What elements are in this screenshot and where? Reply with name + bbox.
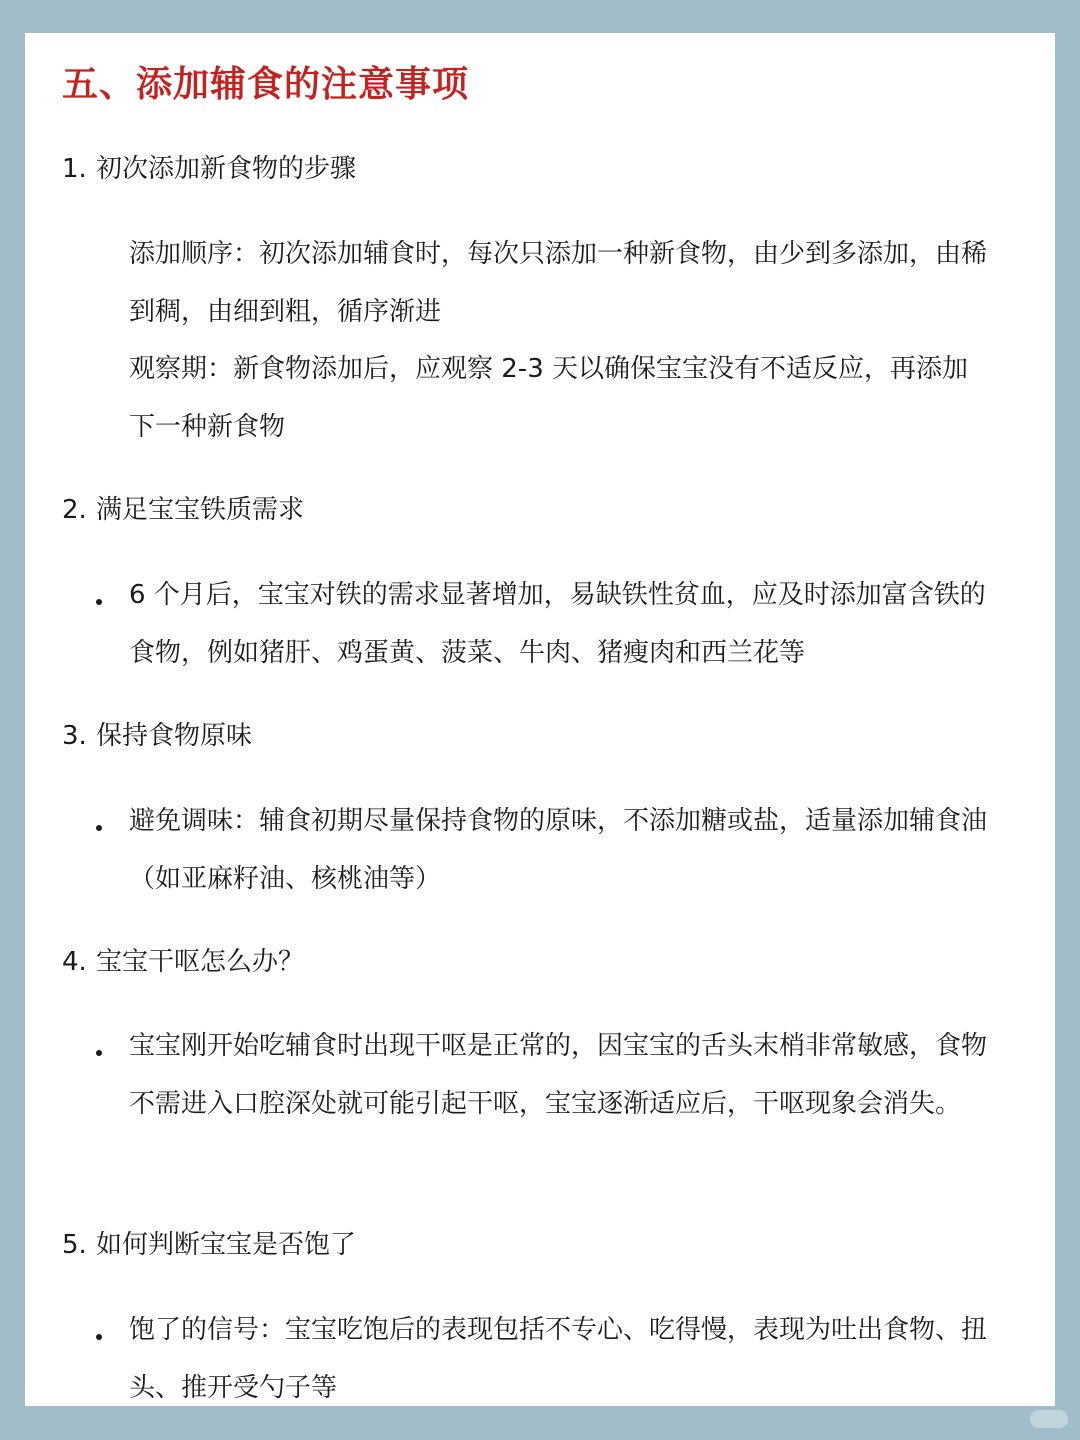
section-number: 2.	[62, 495, 87, 525]
section-number: 3.	[62, 721, 87, 751]
bullet-iron: 6 个月后，宝宝对铁的需求显著增加，易缺铁性贫血，应及时添加富含铁的食物，例如猪肝、鸡蛋黄、菠菜、牛肉、猪瘦肉和西兰花等	[129, 580, 986, 668]
section-title: 如何判断宝宝是否饱了	[96, 1230, 357, 1260]
bullet-dot	[96, 1050, 102, 1056]
section-title: 宝宝干呕怎么办？	[96, 947, 305, 977]
section-number: 1.	[62, 154, 87, 184]
section-title: 保持食物原味	[96, 721, 253, 751]
bullet-full-signals: 饱了的信号：宝宝吃饱后的表现包括不专心、吃得慢，表现为吐出食物、扭头、推开受勺子等	[129, 1315, 988, 1403]
bullet-dot	[96, 825, 102, 831]
section-heading-2	[62, 490, 304, 530]
page-title: 五、添加辅食的注意事项	[62, 63, 470, 105]
section-heading-4	[62, 942, 304, 982]
watermark-badge	[1030, 1410, 1068, 1428]
section-title: 初次添加新食物的步骤	[96, 154, 357, 184]
section-heading-5	[62, 1225, 356, 1265]
bullet-gagging: 宝宝刚开始吃辅食时出现干呕是正常的，因宝宝的舌头末梢非常敏感，食物不需进入口腔深处就可能引起干呕，宝宝逐渐适应后，干呕现象会消失。	[129, 1031, 988, 1119]
section-heading-1	[62, 149, 356, 189]
section-number: 4.	[62, 947, 87, 977]
paragraph-add-order: 添加顺序：初次添加辅食时，每次只添加一种新食物，由少到多添加，由稀到稠，由细到粗，循序渐进	[129, 239, 988, 327]
article-card	[25, 33, 1055, 1406]
section-title: 满足宝宝铁质需求	[96, 495, 305, 525]
bullet-no-seasoning: 避免调味：辅食初期尽量保持食物的原味，不添加糖或盐，适量添加辅食油（如亚麻籽油、核桃油等）	[129, 806, 988, 894]
section-heading-3	[62, 716, 252, 756]
bullet-dot	[96, 599, 102, 605]
section-number: 5.	[62, 1230, 87, 1260]
paragraph-observation: 观察期：新食物添加后，应观察 2-3 天以确保宝宝没有不适反应，再添加下一种新食物	[129, 354, 968, 442]
bullet-dot	[96, 1334, 102, 1340]
